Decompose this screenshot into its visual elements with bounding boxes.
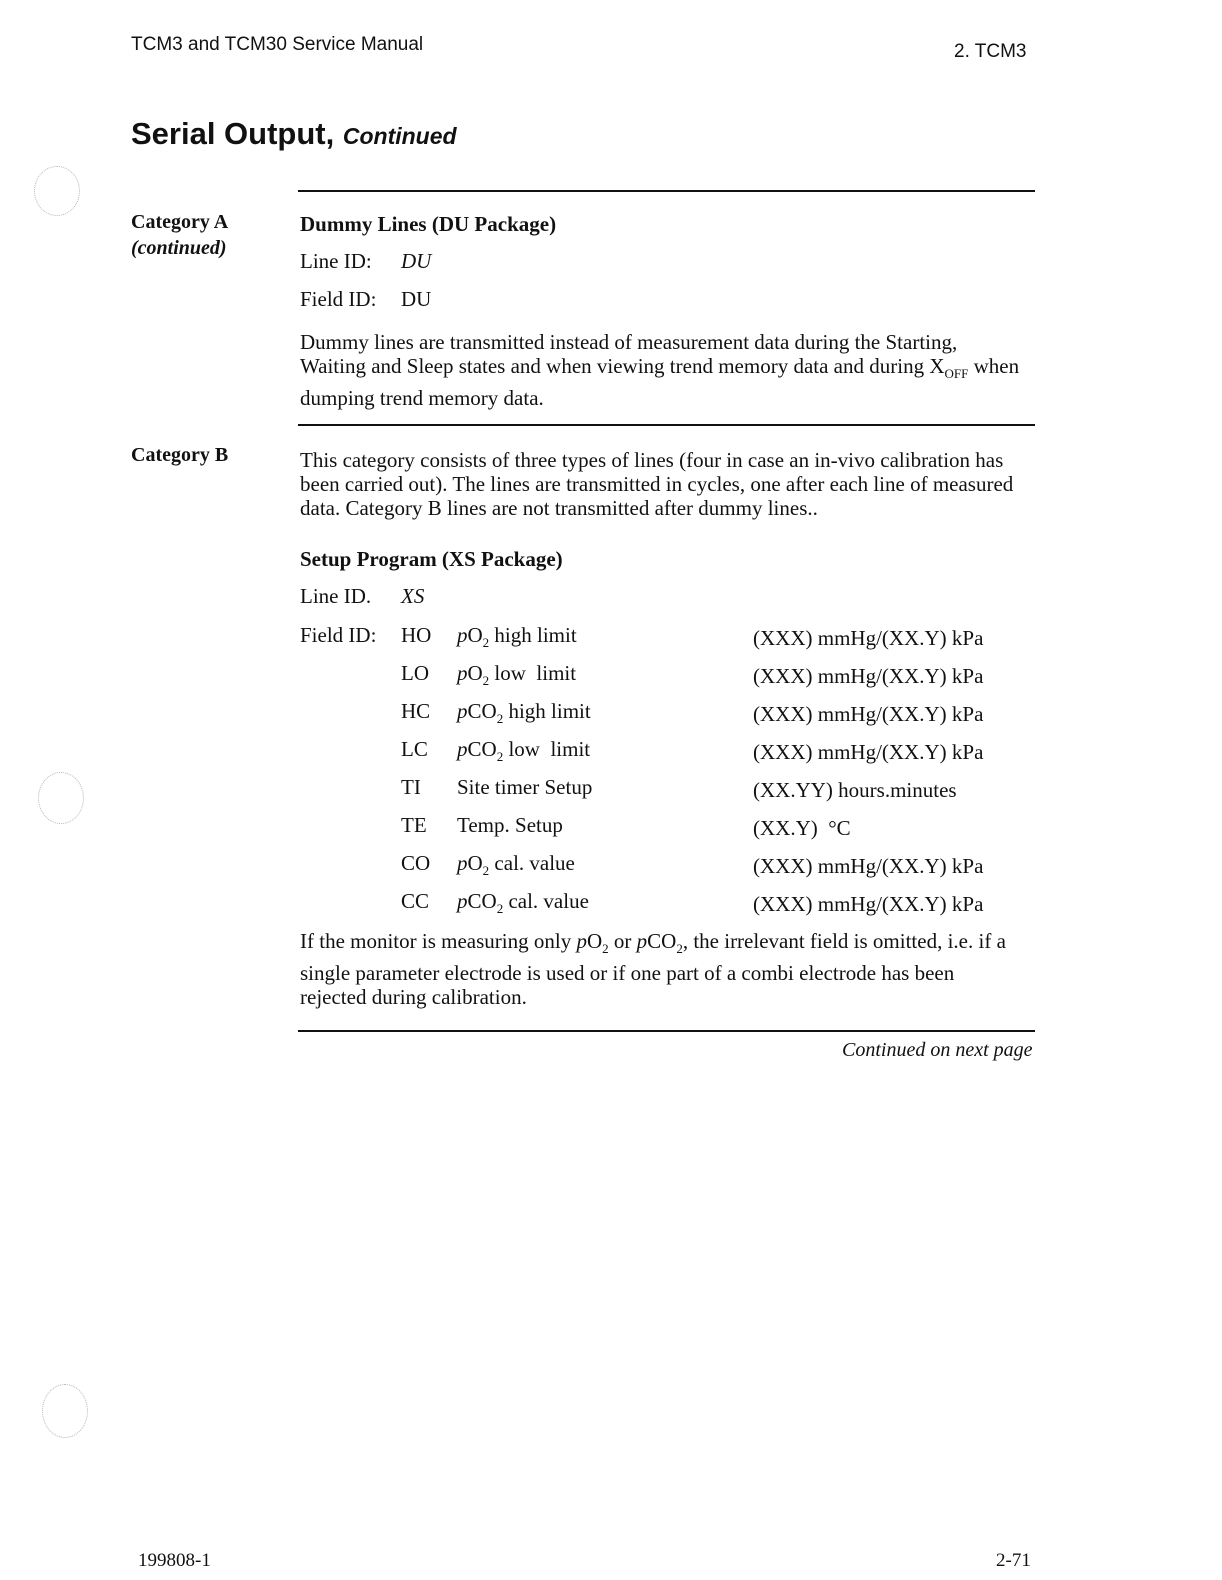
- field-code: CO: [401, 851, 431, 875]
- dummy-field-id-label: Field ID:: [300, 287, 377, 311]
- section-divider: [298, 424, 1035, 426]
- punch-hole-mark: [38, 772, 84, 824]
- field-value-format: (XXX) mmHg/(XX.Y) kPa: [753, 892, 984, 916]
- continued-on-next-page: Continued on next page: [842, 1039, 1033, 1061]
- setup-field-id-label: Field ID:: [300, 623, 377, 647]
- dummy-lines-heading: Dummy Lines (DU Package): [300, 212, 557, 236]
- setup-program-heading: Setup Program (XS Package): [300, 547, 563, 571]
- field-code: LC: [401, 737, 428, 761]
- field-description: $pO_2$ cal. value: [457, 851, 575, 879]
- category-b-label: Category B: [131, 444, 229, 466]
- setup-line-id-label: Line ID.: [300, 584, 372, 608]
- footer-page-number: 2-71: [996, 1550, 1031, 1571]
- category-b-intro: This category consists of three types of lines (four in case an in-vivo calibration has been carried out). The lines are transmitted in cycles, one after each line of measured data. Category B lines are not transmitted after dummy lines..: [300, 448, 1014, 520]
- field-code: TE: [401, 813, 427, 837]
- field-code: TI: [401, 775, 421, 799]
- field-code: LO: [401, 661, 429, 685]
- field-description: $pO_2$ low limit: [457, 661, 577, 689]
- dummy-line-id-value: DU: [401, 249, 432, 273]
- page-title-main: Serial Output,: [131, 116, 335, 151]
- field-description: Site timer Setup: [457, 775, 593, 799]
- field-value-format: (XX.Y) °C: [753, 816, 851, 840]
- header-section: 2. TCM3: [954, 41, 1027, 62]
- header-manual-title: TCM3 and TCM30 Service Manual: [131, 34, 424, 55]
- field-description: Temp. Setup: [457, 813, 563, 837]
- omitted-field-note: If the monitor is measuring only $pO_2$ or pCO$_2$, the irrelevant field is omitted, i.e. if a single parameter electrode is used or if one part of a combi electrode has been rejected during calibration.: [300, 929, 1006, 1010]
- category-a-continued: (continued): [131, 237, 227, 259]
- field-value-format: (XXX) mmHg/(XX.Y) kPa: [753, 626, 984, 650]
- category-a-label: Category A (continued): [131, 211, 229, 259]
- dummy-line-id-label: Line ID:: [300, 249, 372, 273]
- field-description: $pO_2$ high limit: [457, 623, 577, 651]
- field-value-format: (XXX) mmHg/(XX.Y) kPa: [753, 664, 984, 688]
- field-value-format: (XX.YY) hours.minutes: [753, 778, 957, 802]
- field-value-format: (XXX) mmHg/(XX.Y) kPa: [753, 854, 984, 878]
- page-title-continued: Continued: [342, 123, 457, 149]
- section-divider: [298, 190, 1035, 192]
- field-description: pCO$_2$ cal. value: [457, 889, 589, 917]
- page-title: [131, 116, 457, 152]
- field-description: pCO$_2$ high limit: [457, 699, 591, 727]
- punch-hole-mark: [34, 166, 80, 216]
- field-code: CC: [401, 889, 430, 913]
- field-value-format: (XXX) mmHg/(XX.Y) kPa: [753, 702, 984, 726]
- field-code: HC: [401, 699, 431, 723]
- footer-document-number: 199808-1: [138, 1550, 211, 1571]
- field-value-format: (XXX) mmHg/(XX.Y) kPa: [753, 740, 984, 764]
- field-description: pCO$_2$ low limit: [457, 737, 591, 765]
- field-code: HO: [401, 623, 432, 647]
- setup-line-id-value: XS: [401, 584, 425, 608]
- dummy-lines-description: Dummy lines are transmitted instead of measurement data during the Starting, Waiting and Sleep states and when viewing trend memory data and during $X_{OFF}$ when dumping trend memory data.: [300, 330, 1020, 411]
- punch-hole-mark: [42, 1384, 88, 1438]
- dummy-field-id-value: DU: [401, 287, 432, 311]
- section-divider: [298, 1030, 1035, 1032]
